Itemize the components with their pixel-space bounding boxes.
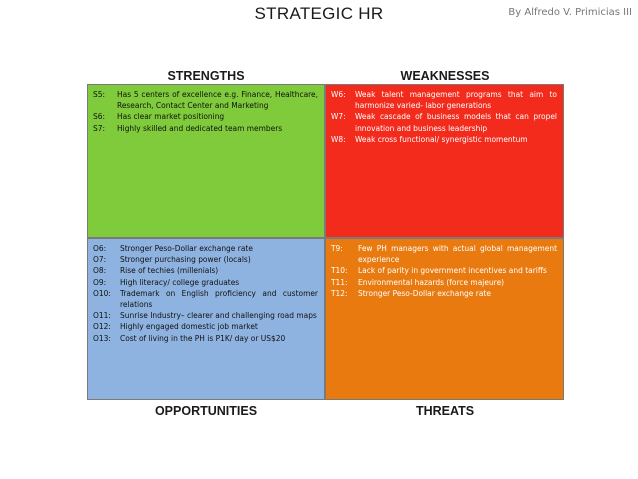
opportunity-item: O10: Trademark on English proficiency and customer relations bbox=[93, 287, 318, 310]
weaknesses-quadrant bbox=[325, 84, 564, 238]
opportunity-item: O8: Rise of techies (millenials) bbox=[93, 265, 219, 276]
opportunity-item: O7: Stronger purchasing power (locals) bbox=[93, 254, 251, 265]
opportunities-heading: OPPORTUNITIES bbox=[154, 404, 258, 418]
opportunity-item: O13: Cost of living in the PH is P1K/ day or US$20 bbox=[93, 332, 286, 343]
threat-item: T9: Few PH managers with actual global management experience bbox=[331, 243, 557, 265]
strength-item: S5: Has 5 centers of excellence e.g. Finance, Healthcare, Research, Contact Center and Marketing bbox=[93, 89, 318, 111]
weakness-item: W7: Weak cascade of business models that can propel innovation and business leadership bbox=[331, 111, 557, 133]
opportunity-item: O9: High literacy/ college graduates bbox=[93, 276, 240, 287]
opportunities-quadrant bbox=[87, 238, 325, 400]
threat-item: T10: Lack of parity in government incentives and tariffs bbox=[331, 265, 547, 276]
strengths-heading: STRENGTHS bbox=[167, 69, 245, 83]
threat-item: T12: Stronger Peso-Dollar exchange rate bbox=[331, 287, 491, 298]
author-credit: By Alfredo V. Primicias III bbox=[508, 7, 632, 18]
weakness-item: W6: Weak talent management programs that aim to harmonize varied- labor generations bbox=[331, 89, 557, 111]
weakness-item: W8: Weak cross functional/ synergistic momentum bbox=[331, 133, 528, 144]
threats-heading: THREATS bbox=[415, 404, 475, 418]
threats-quadrant bbox=[325, 238, 564, 400]
page-title: STRATEGIC HR bbox=[254, 4, 384, 23]
strengths-quadrant bbox=[87, 84, 325, 238]
opportunity-item: O6: Stronger Peso-Dollar exchange rate bbox=[93, 243, 253, 253]
opportunity-item: O11: Sunrise Industry– clearer and challenging road maps bbox=[93, 310, 317, 321]
weaknesses-heading: WEAKNESSES bbox=[400, 69, 490, 83]
strength-item: S7: Highly skilled and dedicated team members bbox=[93, 122, 283, 133]
strength-item: S6: Has clear market positioning bbox=[93, 111, 225, 122]
threat-item: T11: Environmental hazards (force majeure) bbox=[331, 276, 505, 287]
opportunity-item: O12: Highly engaged domestic job market bbox=[93, 321, 258, 332]
